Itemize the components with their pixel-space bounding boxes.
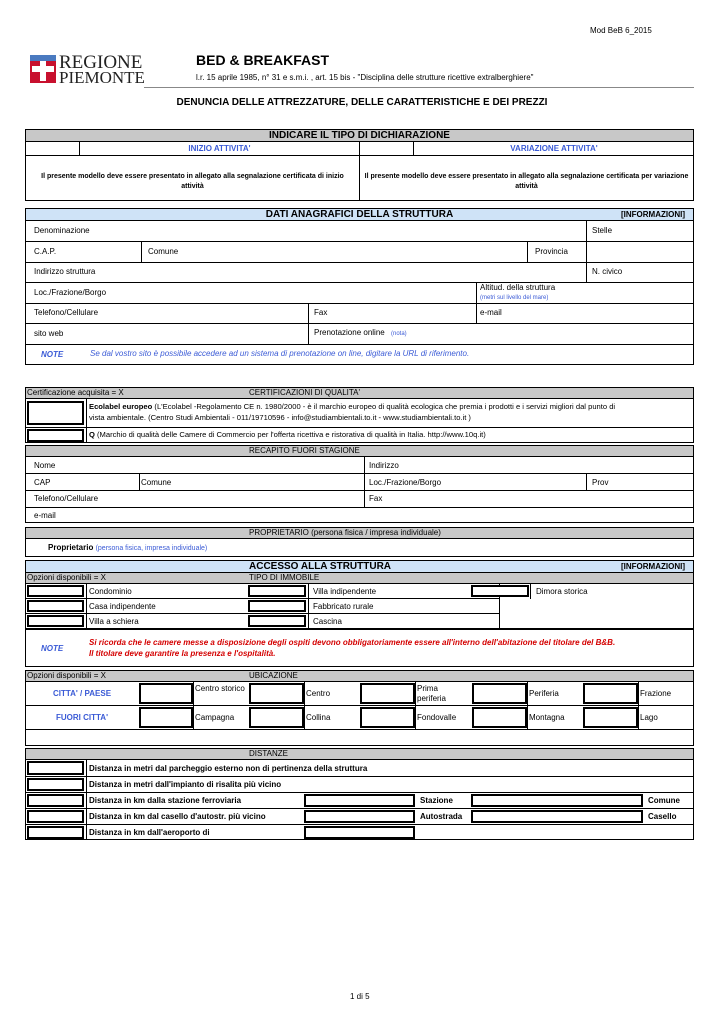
cert-title: CERTIFICAZIONI DI QUALITA' [249,388,361,397]
recapito-telefono-label: Telefono/Cellulare [34,494,99,503]
aeroporto-name-input[interactable] [304,826,415,839]
law-reference: l.r. 15 aprile 1985, n° 31 e s.m.i. , art. 15 bis - "Disciplina delle strutture ricettive extralberghiere" [196,73,534,82]
prenotazione-note-link[interactable]: (nota) [391,331,407,337]
form-code: Mod BeB 6_2015 [590,26,652,35]
accesso-opzioni-label: Opzioni disponibili = X [27,573,106,582]
parcheggio-label: Distanza in metri dal parcheggio esterno non di pertinenza della struttura [89,764,368,773]
logo-text-line2: PIEMONTE [59,68,145,87]
centro-storico-checkbox[interactable] [139,683,193,704]
dimora-checkbox[interactable] [471,585,529,597]
autostrada-name-input[interactable] [304,810,415,823]
ecolabel-desc-2: vista ambientale. (Centro Studi Ambientali - 011/19710596 - info@studiambientali.to.it - www.studiambientali.to.it ) [89,413,471,422]
casello-km-input[interactable] [27,810,84,823]
ubicazione-title: UBICAZIONE [249,671,298,680]
inizio-label: INIZIO ATTIVITA' [188,144,251,153]
campagna-checkbox[interactable] [139,707,193,728]
condominio-checkbox[interactable] [27,585,84,597]
fondovalle-checkbox[interactable] [360,707,415,728]
centro-storico-label: Centro storico [195,684,245,693]
anagrafica-title: DATI ANAGRAFICI DELLA STRUTTURA [265,209,454,220]
casa-checkbox[interactable] [27,600,84,612]
autostrada-label: Autostrada [420,812,463,821]
risalita-input[interactable] [27,778,84,791]
indirizzo-label: Indirizzo struttura [34,267,96,276]
q-title: Q [89,430,95,439]
fondovalle-label: Fondovalle [417,713,457,722]
recapito-email-label: e-mail [34,511,56,520]
periferia-label: Periferia [529,689,559,698]
variazione-note: Il presente modello deve essere presentato in allegato alla segnalazione certificata per variazione attività [364,173,689,190]
stazione-name-input[interactable] [304,794,415,807]
periferia-checkbox[interactable] [472,683,527,704]
aeroporto-label: Distanza in km dall'aeroporto di [89,828,210,837]
casello-name-input[interactable] [471,810,643,823]
comune-dist-label: Comune [648,796,680,805]
fax-label: Fax [314,308,328,317]
centro-label: Centro [306,689,331,698]
ecolabel-desc: (L'Ecolabel -Regolamento CE n. 1980/2000 - è il marchio europeo di qualità ecologica che premia i prodotti e i servizi migliori dal punto di [152,402,616,411]
regione-logo-icon [30,55,56,83]
lago-checkbox[interactable] [583,707,638,728]
prenotazione-label: Prenotazione online [314,328,385,337]
proprietario-note: (persona fisica, impresa individuale) [95,545,208,552]
montagna-checkbox[interactable] [472,707,527,728]
recapito-prov-label: Prov [592,478,609,487]
montagna-label: Montagna [529,713,565,722]
casello-label: Casello [648,812,677,821]
altitudine-note: (metri sul livello del mare) [480,295,549,301]
tipo-immobile-label: TIPO DI IMMOBILE [249,573,320,582]
campagna-label: Campagna [195,713,235,722]
recapito-nome-label: Nome [34,461,56,470]
proprietario-title: PROPRIETARIO (persona fisica / impresa individuale) [249,528,441,537]
prima-periferia-checkbox[interactable] [360,683,415,704]
accesso-note-text-1: Si ricorda che le camere messe a disposizione degli ospiti devono obbligatoriamente essere all'interno dell'abitazione del titolare del B&B. [89,638,616,647]
ubicazione-opzioni-label: Opzioni disponibili = X [27,671,106,680]
cert-opzioni-label: Certificazione acquisita = X [27,388,124,397]
accesso-note-text-2: Il titolare deve garantire la presenza e l'ospitalità. [89,649,276,658]
logo-text-line1: REGIONE [59,52,143,73]
loc-label: Loc./Frazione/Borgo [34,288,107,297]
aeroporto-km-input[interactable] [27,826,84,839]
cascina-checkbox[interactable] [248,615,306,627]
accesso-title: ACCESSO ALLA STRUTTURA [249,561,392,572]
fabbricato-checkbox[interactable] [248,600,306,612]
frazione-checkbox[interactable] [583,683,638,704]
provincia-label: Provincia [535,247,568,256]
altitudine-label: Altitud. della struttura [480,283,556,292]
dimora-label: Dimora storica [536,587,588,596]
villa-ind-label: Villa indipendente [313,587,377,596]
stelle-label: Stelle [592,226,613,235]
inizio-note: Il presente modello deve essere presentato in allegato alla segnalazione certificata di inizio attività [41,173,344,190]
stazione-comune-input[interactable] [471,794,643,807]
proprietario-label: Proprietario [48,543,94,552]
villa-schiera-checkbox[interactable] [27,615,84,627]
stazione-km-input[interactable] [27,794,84,807]
stazione-label: Stazione [420,796,453,805]
villa-schiera-label: Villa a schiera [89,617,139,626]
parcheggio-input[interactable] [27,761,84,775]
prima-periferia-label: Prima periferia [417,684,446,703]
email-label: e-mail [480,308,502,317]
variazione-label: VARIAZIONE ATTIVITA' [510,144,598,153]
stazione-dist-label: Distanza in km dalla stazione ferroviaria [89,796,242,805]
ecolabel-title: Ecolabel europeo [89,402,153,411]
lago-label: Lago [640,713,658,722]
recapito-comune-label: Comune [141,478,172,487]
ecolabel-checkbox[interactable] [27,401,84,425]
fuori-citta-label: FUORI CITTA' [56,713,108,722]
page-title: BED & BREAKFAST [196,52,330,68]
collina-checkbox[interactable] [249,707,304,728]
sito-label: sito web [34,329,64,338]
villa-ind-checkbox[interactable] [248,585,306,597]
citta-label: CITTA' / PAESE [52,689,112,698]
recapito-title: RECAPITO FUORI STAGIONE [249,446,360,455]
risalita-label: Distanza in metri dall'impianto di risalita più vicino [89,780,282,789]
collina-label: Collina [306,713,331,722]
recapito-loc-label: Loc./Frazione/Borgo [369,478,442,487]
cap-label: C.A.P. [34,247,57,256]
anagrafica-note-text: Se dal vostro sito è possibile accedere ad un sistema di prenotazione on line, digitare la URL di riferimento. [90,349,470,358]
tipo-title: INDICARE IL TIPO DI DICHIARAZIONE [269,130,450,141]
accesso-note-label: NOTE [41,644,64,653]
distanze-title: DISTANZE [249,749,288,758]
cascina-label: Cascina [313,617,342,626]
frazione-label: Frazione [640,689,672,698]
page-number: 1 di 5 [350,992,370,1001]
casa-label: Casa indipendente [89,602,156,611]
inizio-checkbox[interactable] [25,141,80,156]
recapito-cap-label: CAP [34,478,51,487]
q-desc: (Marchio di qualità delle Camere di Commercio per l'offerta ricettiva e ristorativa di qualità in Italia. http://www.10q.it) [94,430,486,439]
telefono-label: Telefono/Cellulare [34,308,99,317]
anagrafica-note-label: NOTE [41,350,64,359]
comune-label: Comune [148,247,179,256]
recapito-fax-label: Fax [369,494,383,503]
fabbricato-label: Fabbricato rurale [313,602,374,611]
accesso-info-link[interactable]: [INFORMAZIONI] [621,562,685,571]
denominazione-label: Denominazione [34,226,90,235]
casello-dist-label: Distanza in km dal casello d'autostr. più vicino [89,812,266,821]
civico-label: N. civico [592,267,623,276]
anagrafica-info-link[interactable]: [INFORMAZIONI] [621,210,685,219]
recapito-indirizzo-label: Indirizzo [369,461,399,470]
q-checkbox[interactable] [27,429,84,442]
form-subtitle: DENUNCIA DELLE ATTREZZATURE, DELLE CARATTERISTICHE E DEI PREZZI [176,97,548,108]
condominio-label: Condominio [89,587,132,596]
variazione-checkbox[interactable] [359,141,414,156]
centro-checkbox[interactable] [249,683,304,704]
